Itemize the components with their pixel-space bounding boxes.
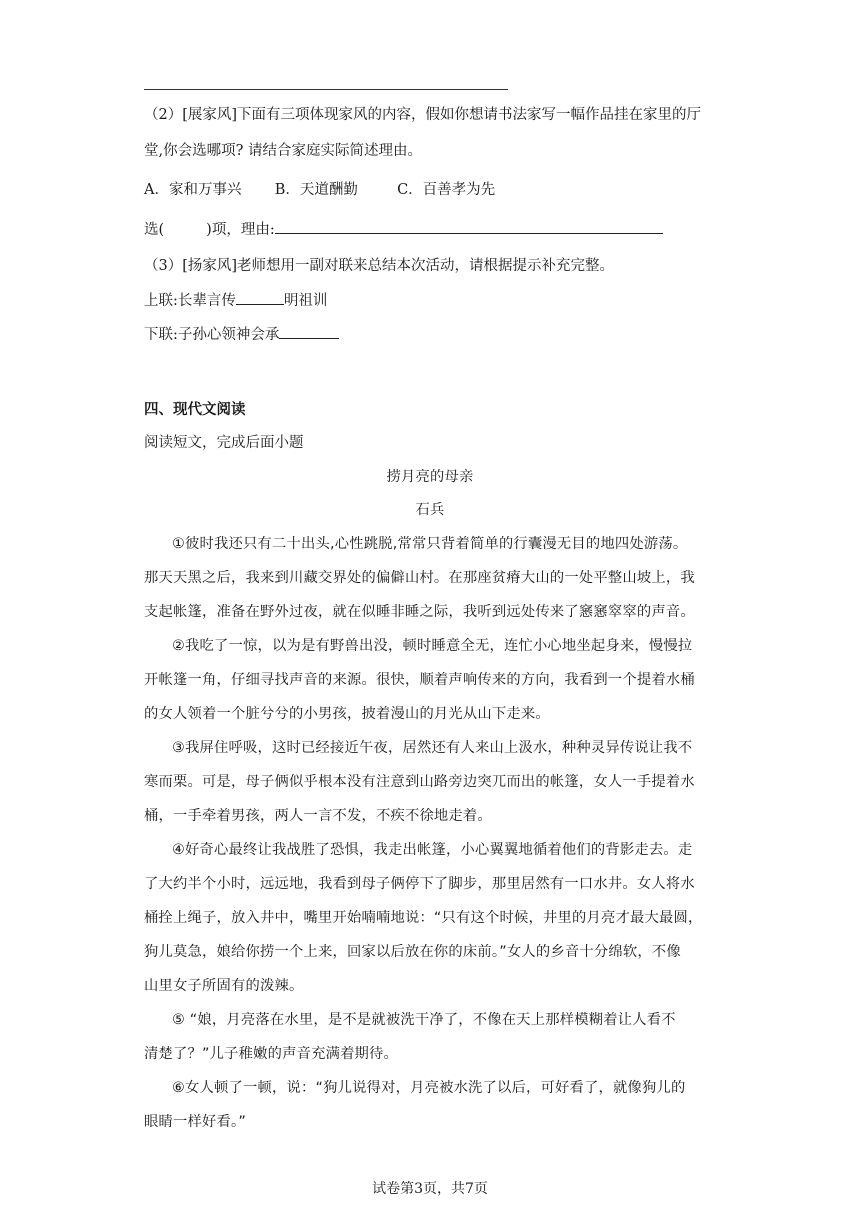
upper-suffix: 明祖训	[283, 293, 328, 309]
article-line: 山里女子所固有的泼辣。	[144, 978, 304, 994]
article-line: ⑥女人顿了一顿，说：“狗儿说得对，月亮被水洗了以后，可好看了，就像狗儿的	[172, 1080, 686, 1096]
article-author: 石兵	[415, 502, 445, 518]
article-line: 开帐篷一角，仔细寻找声音的来源。很快，顺着声响传来的方向，我看到一个提着水桶	[144, 672, 695, 688]
article-line: ①彼时我还只有二十出头,心性跳脱,常常只背着简单的行囊漫无目的地四处游荡。	[172, 536, 688, 552]
q2-answer-row	[144, 219, 663, 240]
article-line: ②我吃了一惊，以为是有野兽出没，顿时睡意全无，连忙小心地坐起身来，慢慢拉	[172, 638, 693, 654]
article-line: 支起帐篷，准备在野外过夜，就在似睡非睡之际，我听到远处传来了窸窸窣窣的声音。	[144, 604, 695, 620]
option-a: A．家和万事兴	[144, 182, 242, 198]
page-footer: 试卷第3页，共7页	[372, 1181, 488, 1197]
article-line: 桶拴上绳子，放入井中，嘴里开始喃喃地说：“只有这个时候，井里的月亮才最大最圆，	[144, 910, 703, 926]
article-line: ⑤ “娘，月亮落在水里，是不是就被洗干净了，不像在天上那样模糊着让人看不	[172, 1012, 676, 1028]
choose-prefix: 选(	[144, 222, 165, 238]
article-line: ③我屏住呼吸，这时已经接近午夜，居然还有人来山上汲水，种种灵异传说让我不	[172, 740, 693, 756]
article-line: 眼睛一样好看。”	[144, 1114, 246, 1130]
reason-blank[interactable]	[275, 219, 663, 234]
lower-prefix: 下联:子孙心领神会承	[144, 327, 280, 343]
article-title: 捞月亮的母亲	[386, 469, 474, 485]
reason-label: )项，理由:	[206, 222, 275, 238]
reading-instruction: 阅读短文，完成后面小题	[144, 435, 304, 451]
article-line: 清楚了？”儿子稚嫩的声音充满着期待。	[144, 1046, 399, 1062]
article-line: 寒而栗。可是，母子俩似乎根本没有注意到山路旁边突兀而出的帐篷，女人一手提着水	[144, 774, 695, 790]
q2-prompt-line-1: （2）[展家风]下面有三项体现家风的内容，假如你想请书法家写一幅作品挂在家里的厅	[144, 107, 702, 123]
article-line: 的女人领着一个脏兮兮的小男孩，披着漫山的月光从山下走来。	[144, 706, 550, 722]
q2-prompt-line-2: 堂,你会选哪项? 请结合家庭实际简述理由。	[144, 143, 422, 159]
article-line: 桶，一手牵着男孩，两人一言不发，不疾不徐地走着。	[144, 808, 492, 824]
upper-blank[interactable]	[236, 290, 284, 305]
article-line: 了大约半个小时，远远地，我看到母子俩停下了脚步，那里居然有一口水井。女人将水	[144, 876, 695, 892]
article-line: 那天天黑之后，我来到川藏交界处的偏僻山村。在那座贫瘠大山的一处平整山坡上，我	[144, 570, 695, 586]
couplet-lower	[144, 324, 339, 345]
q2-options	[144, 180, 495, 200]
article-line: 狗儿莫急，娘给你捞一个上来，回家以后放在你的床前。”女人的乡音十分绵软，不像	[144, 944, 681, 960]
option-c: C．百善孝为先	[397, 182, 496, 198]
upper-prefix: 上联:长辈言传	[144, 293, 236, 309]
section-heading: 四、现代文阅读	[144, 402, 246, 418]
answer-line	[144, 89, 508, 90]
article-line: ④好奇心最终让我战胜了恐惧，我走出帐篷，小心翼翼地循着他们的背影走去。走	[172, 842, 693, 858]
couplet-upper	[144, 290, 327, 311]
q3-prompt: （3）[扬家风]老师想用一副对联来总结本次活动，请根据提示补充完整。	[144, 258, 615, 274]
lower-blank[interactable]	[279, 324, 339, 339]
option-b: B．天道酬勤	[274, 182, 358, 198]
